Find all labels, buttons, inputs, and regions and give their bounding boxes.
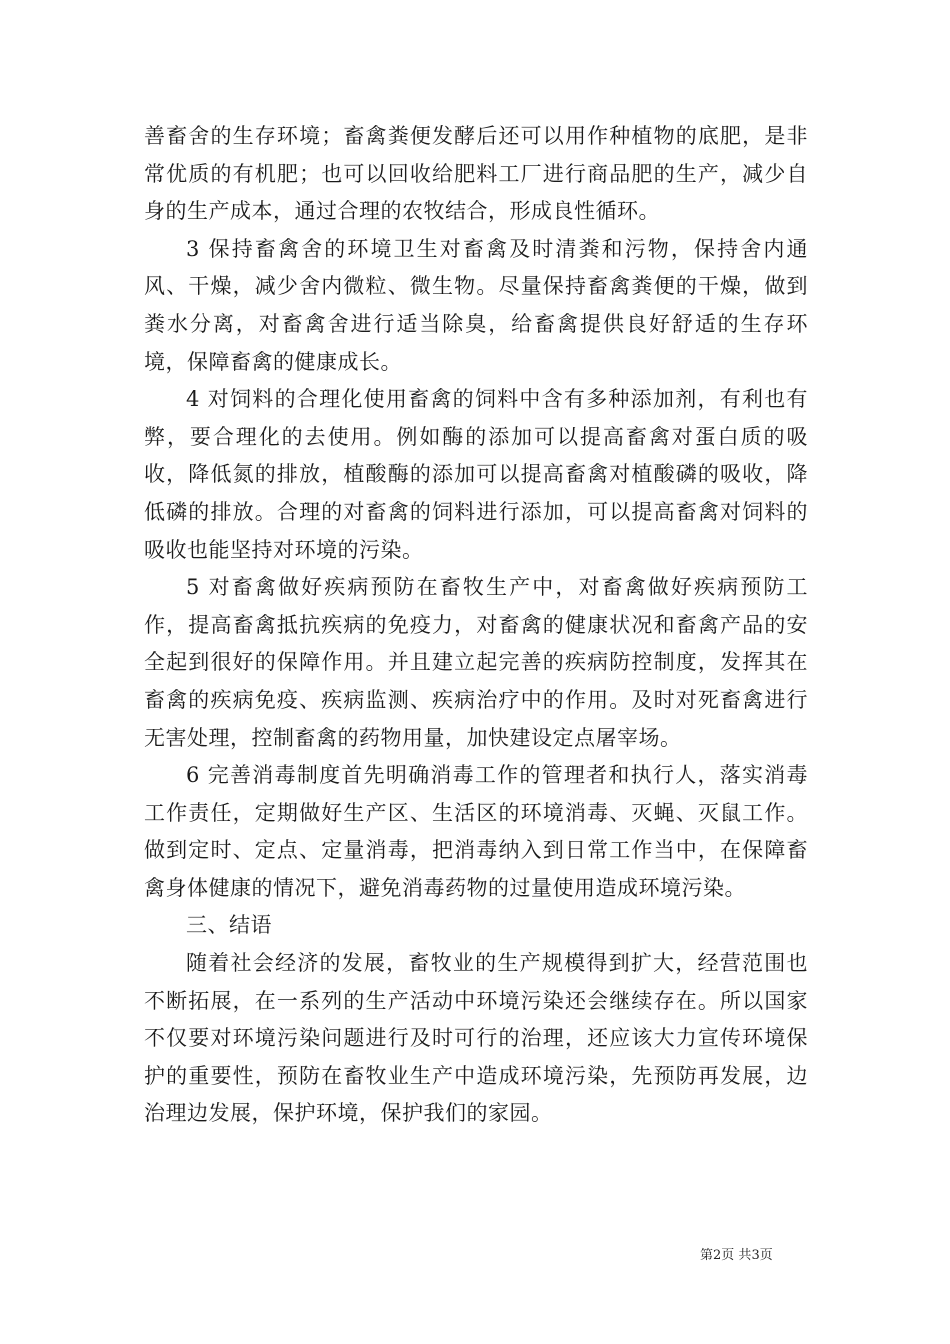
section-heading-conclusion: 三、结语 [186, 913, 272, 938]
page-number-prefix: 第 [700, 1248, 714, 1263]
page-number-total: 3 [751, 1248, 760, 1263]
paragraph-item-5: 5 对畜禽做好疾病预防在畜牧生产中，对畜禽做好疾病预防工作，提高畜禽抵抗疾病的免疫力，对畜禽的健康状况和畜禽产品的安全起到很好的保障作用。并且建立起完善的疾病防控制度，发挥其在畜禽的疾病免疫、疾病监测、疾病治疗中的作用。及时对死畜禽进行无害处理，控制畜禽的药物用量，加快建设定点屠宰场。 [144, 575, 808, 750]
paragraph-conclusion: 随着社会经济的发展，畜牧业的生产规模得到扩大，经营范围也不断拓展，在一系列的生产活动中环境污染还会继续存在。所以国家不仅要对环境污染问题进行及时可行的治理，还应该大力宣传环境保护的重要性，预防在畜牧业生产中造成环境污染，先预防再发展，边治理边发展，保护环境，保护我们的家园。 [144, 951, 808, 1126]
paragraph-continuation: 善畜舍的生存环境；畜禽粪便发酵后还可以用作种植物的底肥，是非常优质的有机肥；也可以回收给肥料工厂进行商品肥的生产，减少自身的生产成本，通过合理的农牧结合，形成良性循环。 [144, 124, 808, 224]
page-number-mid: 页 共 [721, 1248, 752, 1263]
document-body [144, 118, 808, 1133]
paragraph-item-3: 3 保持畜禽舍的环境卫生对畜禽及时清粪和污物，保持舍内通风、干燥，减少舍内微粒、微生物。尽量保持畜禽粪便的干燥，做到粪水分离，对畜禽舍进行适当除臭，给畜禽提供良好舒适的生存环境，保障畜禽的健康成长。 [144, 236, 808, 374]
page-number [700, 1244, 773, 1263]
page-number-current: 2 [713, 1248, 722, 1263]
page-number-suffix: 页 [759, 1248, 773, 1263]
paragraph-item-4: 4 对饲料的合理化使用畜禽的饲料中含有多种添加剂，有利也有弊，要合理化的去使用。例如酶的添加可以提高畜禽对蛋白质的吸收，降低氮的排放，植酸酶的添加可以提高畜禽对植酸磷的吸收，降低磷的排放。合理的对畜禽的饲料进行添加，可以提高畜禽对饲料的吸收也能坚持对环境的污染。 [144, 387, 808, 562]
paragraph-item-6: 6 完善消毒制度首先明确消毒工作的管理者和执行人，落实消毒工作责任，定期做好生产区、生活区的环境消毒、灭蝇、灭鼠工作。做到定时、定点、定量消毒，把消毒纳入到日常工作当中，在保障畜禽身体健康的情况下，避免消毒药物的过量使用造成环境污染。 [144, 763, 808, 900]
